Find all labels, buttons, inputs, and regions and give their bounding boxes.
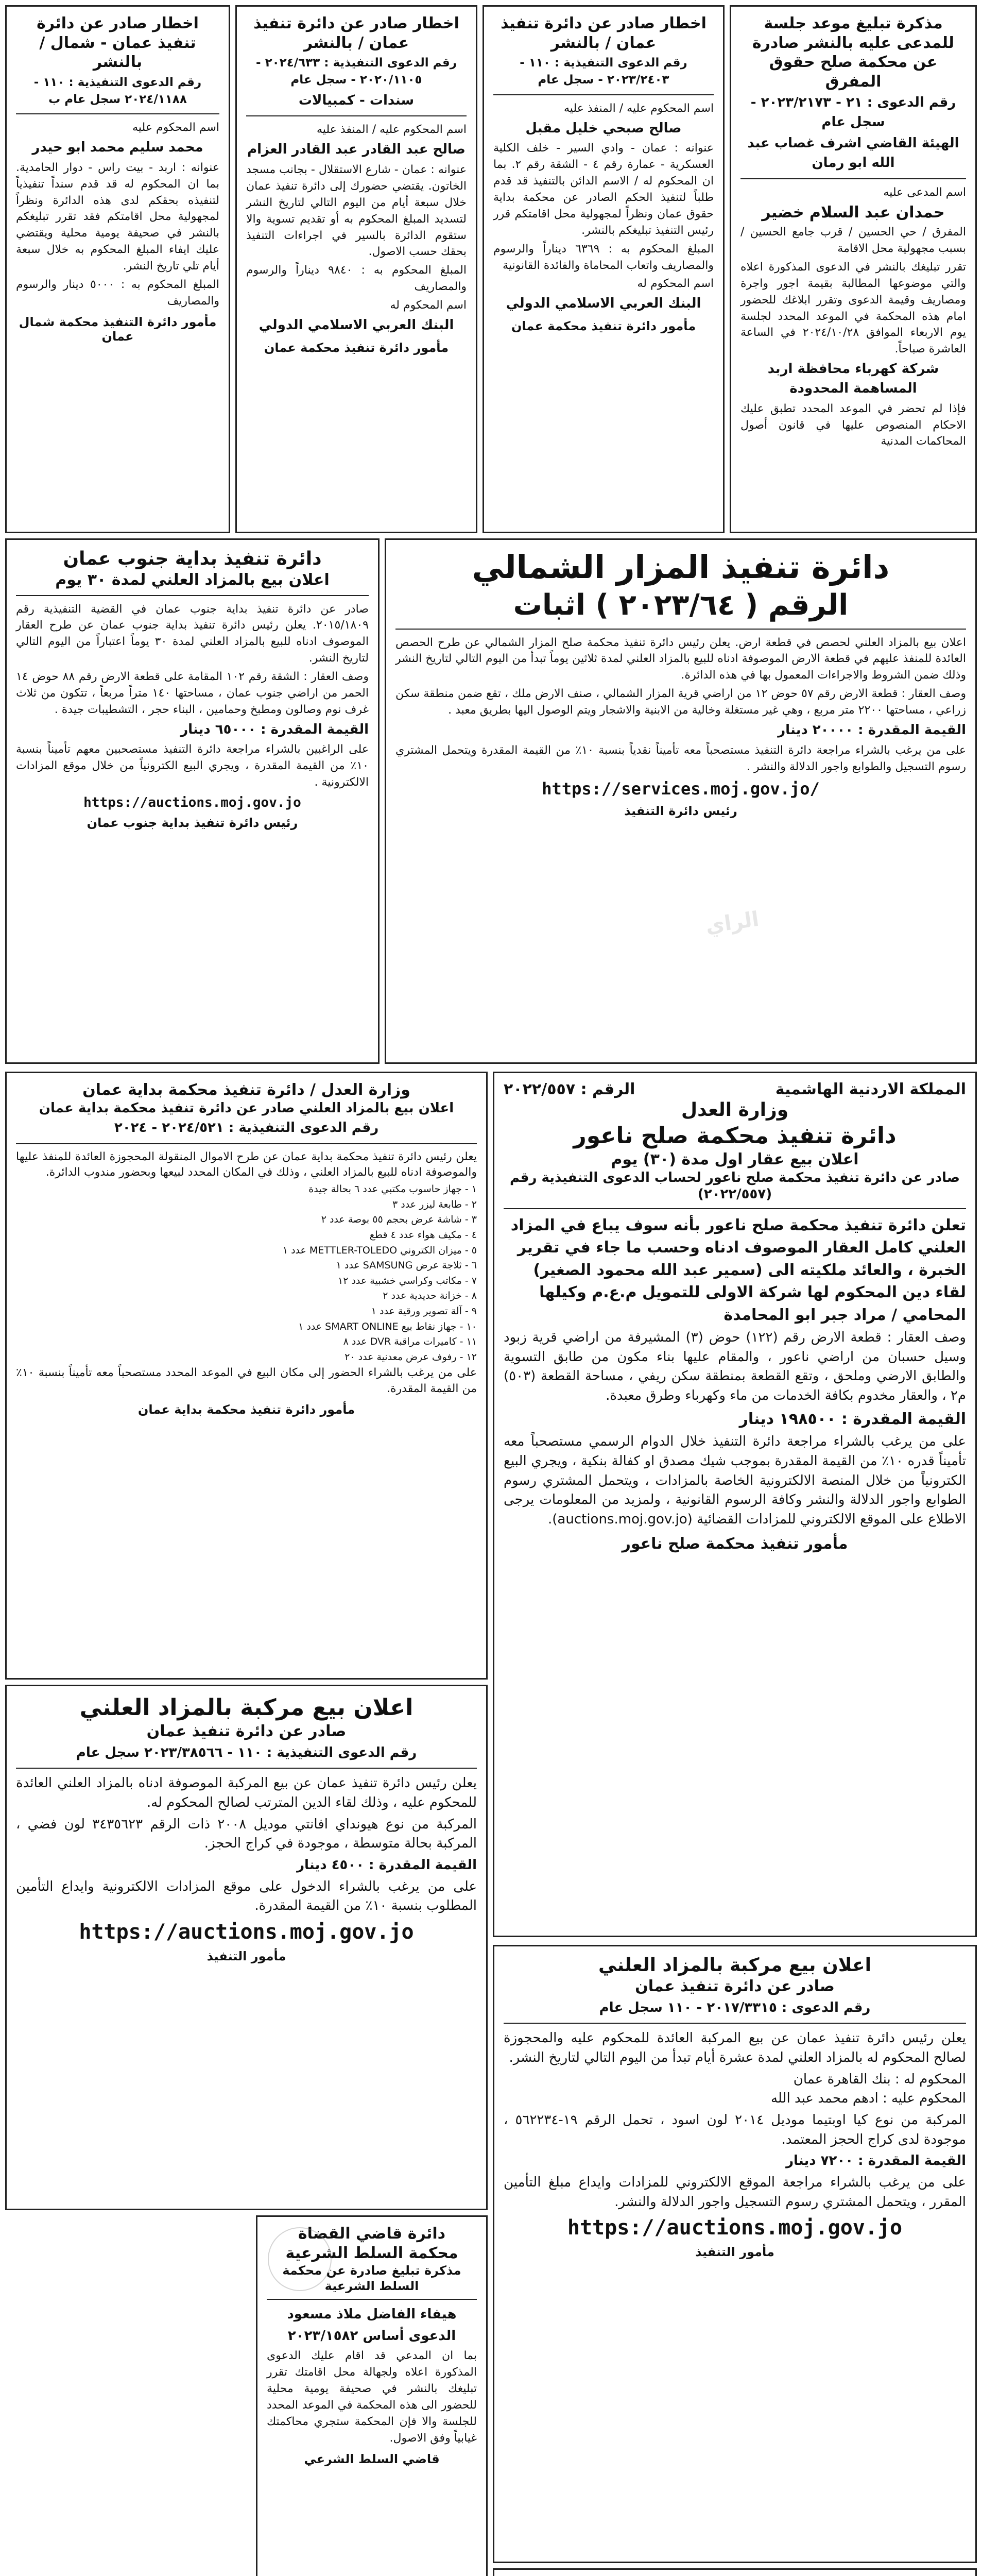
ministry-name: وزارة العدل (681, 1099, 789, 1121)
list-item: ٨ - خزانة حديدية عدد ٢ (383, 1290, 477, 1302)
notice-subtitle: صادر عن دائرة تنفيذ عمان (146, 1722, 347, 1740)
header-row (504, 1080, 966, 1098)
sale-terms: على من يرغب بالشراء الحضور إلى مكان البيع في الموعد المحدد مستصحباً معه تأميناً بنسبة ١٠٪ من القيمة المقدرة. (16, 1366, 477, 1396)
notice-amman-execution-1 (483, 5, 725, 533)
notice-vehicle-auction-1 (5, 1685, 488, 2210)
notice-footer: مأمور دائرة التنفيذ محكمة شمال عمان (19, 314, 217, 344)
notice-title: مذكرة تبليغ موعد جلسة للمدعى عليه بالنشر صادرة عن محكمة صلح حقوق المفرق (752, 14, 955, 91)
case-number: رقم الدعوى : ٢٠١٧/٣٣١٥ - ١١٠ سجل عام (599, 1999, 871, 2015)
country-name: المملكة الاردنية الهاشمية (775, 1080, 966, 1098)
divider (16, 113, 219, 114)
notice-footer: رئيس دائرة تنفيذ بداية جنوب عمان (87, 816, 298, 831)
list-item: ٦ - ثلاجة عرض SAMSUNG عدد ١ (336, 1260, 477, 1272)
sale-terms: على الراغبين بالشراء مراجعة دائرة التنفيذ مستصحبين معهم تأميناً بنسبة ١٠٪ من القيمة المقدرة ، ويجري البيع الكترونياً من خلال موقع المزادات الالكترونية . (16, 743, 369, 789)
notice-footer: رئيس دائرة التنفيذ (624, 804, 737, 819)
executed-label: اسم المحكوم عليه / المنفذ عليه (317, 123, 467, 137)
list-item: ١٠ - جهاز نقاط بيع SMART ONLINE عدد ١ (298, 1320, 477, 1332)
sale-terms: على من يرغب بالشراء مراجعة دائرة التنفيذ خلال الدوام الرسمي مستصحباً معه تأميناً قدره ١٠٪ من القيمة المقدرة بموجب شيك مصدق او كفالة بنكية ، ويجري البيع الكترونياً من خلال المنصة الالكترونية الخاصة بالمزادات ، ويتحمل المشتري رسوم الطوابع واجور الدلالة والنشر وكافة الرسوم القانونية ، ولمزيد من المعلومات يرجى الاطلاع على الموقع الالكتروني للمزادات القضائية (auctions.moj.gov.jo). (504, 1434, 966, 1527)
divider (16, 1768, 477, 1769)
vehicle-description: المركبة من نوع هيونداي افانتي موديل ٢٠٠٨ ذات الرقم ٣٤٣٥٦٢٣ لون فضي ، المركبة بحالة متوسطة ، موجودة في كراج الحجز. (16, 1816, 477, 1852)
estimated-price: القيمة المقدرة : ٦٥٠٠٠ دينار (180, 721, 369, 737)
services-url[interactable]: https://services.moj.gov.jo/ (542, 779, 820, 799)
creditor-label: اسم المحكوم له (390, 299, 467, 312)
notice-body: يعلن رئيس دائرة تنفيذ عمان عن بيع المركبة العائدة للمحكوم عليه والمحجوزة لصالح المحكوم له بالمزاد العلني لمدة عشرة أيام تبدأ من اليوم التالي لتاريخ النشر. (504, 2030, 966, 2065)
notice-mazar-execution (385, 538, 977, 1064)
auctions-url[interactable]: https://auctions.moj.gov.jo (567, 2216, 903, 2240)
plaintiff-name: شركة كهرباء محافظة اربد المساهمة المحدودة (767, 361, 939, 396)
notice-amman-first-instance (5, 1072, 488, 1680)
list-item: ٩ - آلة تصوير ورقية عدد ١ (371, 1306, 477, 1317)
case-type: سندات - كمبيالات (298, 92, 415, 108)
notice-lead: تعلن دائرة تنفيذ محكمة صلح ناعور بأنه سوف يباع في المزاد العلني كامل العقار الموصوف ادناه وحسب ما جاء في تقرير الخبرة ، والعائد ملكيته الى (سمير عبد الله محمود الصغير) لقاء دين المحكوم لها شركة الاولى للتمويل م.ع.م وكيلها المحامي / مراد جبر ابو المحامدة (510, 1216, 966, 1324)
addressee-name: هيفاء الفاضل ملاذ مسعود (287, 2307, 457, 2322)
notice-title: اعلان بيع مركبة بالمزاد العلني (598, 1955, 871, 1976)
defendant-address: المفرق / حي الحسين / قرب جامع الحسين / بسبب مجهولية محل الاقامة (740, 226, 966, 256)
notice-title: اخطار صادر عن دائرة تنفيذ عمان / بالنشر (501, 14, 707, 52)
list-item: ١ - جهاز حاسوب مكتبي عدد ٦ بحالة جيدة (308, 1183, 477, 1195)
list-item: ٥ - ميزان الكتروني METTLER-TOLEDO عدد ١ (282, 1244, 477, 1256)
sale-terms: على من يرغب بالشراء مراجعة دائرة التنفيذ مستصحباً معه تأميناً نقدياً بنسبة ١٠٪ من القيمة المقدرة ويتحمل المشتري رسوم التسجيل والطوابع واجور الدلالة والنشر . (395, 743, 966, 773)
list-item: ١١ - كاميرات مراقبة DVR عدد ٨ (343, 1336, 477, 1348)
sale-terms: على من يرغب بالشراء الدخول على موقع المزادات الالكترونية وايداع التأمين المطلوب بنسبة ١٠٪ من القيمة المقدرة. (16, 1878, 477, 1914)
list-item: ٧ - مكاتب وكراسي خشبية عدد ١٢ (338, 1275, 477, 1286)
notice-naour-execution (493, 1072, 977, 1937)
divider (504, 2023, 966, 2024)
creditor-label: اسم المحكوم له (637, 277, 714, 291)
notice-title: دائرة تنفيذ محكمة صلح ناعور (573, 1123, 897, 1149)
notice-title: وزارة العدل / دائرة تنفيذ محكمة بداية عمان (82, 1081, 410, 1099)
notice-title: دائرة تنفيذ المزار الشمالي (472, 548, 890, 586)
case-number: رقم الدعوى التنفيذية : ١١٠ - ٢٠٢٤/١١٨٨ سجل عام ب (33, 75, 202, 106)
notice-title: اخطار صادر عن دائرة تنفيذ عمان / بالنشر (253, 14, 459, 52)
notice-subtitle: صادر عن دائرة تنفيذ عمان (635, 1977, 835, 1995)
sale-terms: على من يرغب بالشراء مراجعة الموقع الالكتروني للمزادات وايداع مبلغ التأمين المقرر ، ويتحمل المشتري رسوم التسجيل واجور الدلالة والنشر. (504, 2175, 966, 2210)
auctions-url[interactable]: https://auctions.moj.gov.jo (83, 795, 301, 811)
notice-amman-execution-2 (235, 5, 477, 533)
list-item: ٤ - مكيف هواء عدد ٤ قطع (369, 1229, 477, 1241)
creditor-name: البنك العربي الاسلامي الدولي (259, 317, 454, 333)
notice-court-summons-mafraq (730, 5, 977, 533)
property-description: وصف العقار : الشقة رقم ١٠٢ المقامة على قطعة الارض رقم ٨٨ حوض ١٤ الحمر من اراضي جنوب عمان ، مساحتها ١٤٠ متراً مربعاً ، تتكون من ثلاث غرف نوم وصالون ومطبخ وحمامين ، البناء حجر ، التشطيبات جيدة . (16, 670, 369, 716)
notice-body: صادر عن دائرة تنفيذ بداية جنوب عمان في القضية التنفيذية رقم ٢٠١٥/١٨٠٩. يعلن رئيس دائرة تنفيذ بداية جنوب عمان عن طرح العقار الموصوف ادناه للبيع بالمزاد العلني لمدة ٣٠ يوماً اعتباراً من اليوم التالي لتاريخ النشر. (16, 602, 369, 665)
defendant-label: اسم المدعى عليه (883, 185, 966, 199)
parties: المحكوم له : بنك القاهرة عمان المحكوم عليه : ادهم محمد عبد الله (770, 2071, 966, 2107)
estimated-price: القيمة المقدرة : ٤٥٠٠ دينار (297, 1857, 477, 1873)
notice-north-amman-execution (5, 5, 230, 533)
notice-footer: مأمور دائرة تنفيذ محكمة بداية عمان (137, 1402, 355, 1417)
defendant-name: حمدان عبد السلام خضير (762, 203, 945, 222)
divider (246, 115, 467, 116)
case-number: رقم الدعوى التنفيذية : ١١٠ - ٢٠٢٣/٢٤٠٣ - سجل عام (520, 56, 687, 87)
executed-name: صالح صبحي خليل مقبل (525, 120, 682, 136)
notice-south-amman-execution (5, 538, 380, 1064)
judged-amount: المبلغ المحكوم به : ٥٠٠٠ دينار والرسوم والمصاريف (16, 278, 219, 308)
divider (395, 629, 966, 630)
notice-body: يعلن رئيس دائرة تنفيذ محكمة بداية عمان عن طرح الاموال المنقولة المحجوزة العائدة للمنفذ عليها والموصوفة ادناه للبيع بالمزاد العلني ، وذلك في المكان المحدد لبيعها وبحضور مندوب الدائرة. (16, 1150, 477, 1179)
divider (504, 1208, 966, 1209)
notice-title: اخطار صادر عن دائرة تنفيذ عمان - شمال / بالنشر (37, 14, 199, 71)
divider (16, 595, 369, 596)
property-description: وصف العقار : قطعة الارض رقم (١٢٢) حوض (٣) المشيرفة من اراضي قرية زبود وسيل حسبان من اراضي ناعور ، والمقام عليها بناء مكون من طابق التسوية والطابق الارضي وملحق ، وتقع القطعة بمنطقة سكن ريفي ، مساحة القطعة (٥٠٣) م٢ ، والعقار مخدوم بكافة الخدمات من ماء وكهرباء وطرق معبدة. (504, 1330, 966, 1404)
case-number: الدعوى أساس ٢٠٢٣/١٥٨٢ (287, 2328, 456, 2344)
case-number: رقم الدعوى التنفيذية : ١١٠ - ٢٠٢٣/٣٨٥٦٦ سجل عام (76, 1744, 417, 1760)
notice-title: دائرة تنفيذ بداية جنوب عمان (63, 548, 322, 569)
notice-subtitle: محكمة السلط الشرعية (285, 2244, 458, 2262)
notice-subtitle: اعلان بيع بالمزاد العلني لمدة ٣٠ يوم (55, 571, 330, 589)
creditor-name: البنك العربي الاسلامي الدولي (506, 296, 701, 312)
divider (267, 2299, 477, 2300)
estimated-price: القيمة المقدرة : ٢٠٠٠٠ دينار (778, 722, 966, 738)
estimated-price: القيمة المقدرة : ٧٢٠٠ دينار (786, 2153, 966, 2169)
property-description: وصف العقار : قطعة الارض رقم ٥٧ حوض ١٢ من اراضي قرية المزار الشمالي ، صنف الارض ملك ، تقع ضمن منطقة سكن زراعي ، مساحتها ٢٢٠٠ متر مربع ، وهي غير مستغلة وخالية من الابنية والاشجار ويتم الوصول اليها بطريق معبد . (395, 687, 966, 717)
notice-title: دائرة قاضي القضاة (298, 2225, 446, 2243)
list-item: ٣ - شاشة عرض بحجم ٥٥ بوصة عدد ٢ (321, 1214, 477, 1226)
executed-label: اسم المحكوم عليه (132, 121, 219, 134)
seal-logo (268, 2227, 332, 2291)
notice-footer: قاضي السلط الشرعي (304, 2451, 440, 2466)
notice-body: اعلان بيع بالمزاد العلني لحصص في قطعة ارض. يعلن رئيس دائرة تنفيذ محكمة صلح المزار الشمالي عن طرح الحصص العائدة للمنفذ عليهم في قطعة الارض الموصوفة ادناه للبيع بالمزاد العلني لمدة ثلاثين يوماً تبدأ من اليوم التالي لتاريخ النشر وذلك ضمن الشروط والاجراءات المعمول بها في هذه الدائرة. (395, 636, 966, 682)
notice-body: بما ان المدعي قد اقام عليك الدعوى المذكورة اعلاه ولجهالة محل اقامتك تقرر تبليغك بالنشر في صحيفة يومية محلية للحضور الى هذه المحكمة في الموعد المحدد للجلسة والا فإن المحكمة ستجري محاكمتك غيابياً وفق الاصول. (267, 2349, 477, 2445)
notice-subtitle-2: صادر عن دائرة تنفيذ محكمة صلح ناعور لحساب الدعوى التنفيذية رقم (٢٠٢٢/٥٥٧) (510, 1170, 960, 1202)
case-ref: الرقم : ٢٠٢٢/٥٥٧ (504, 1080, 635, 1098)
judged-amount: المبلغ المحكوم به : ٦٣٦٩ ديناراً والرسوم والمصاريف واتعاب المحاماة والفائدة القانونية (493, 242, 714, 272)
notice-footer: فإذا لم تحضر في الموعد المحدد تطبق عليك الاحكام المنصوص عليها في قانون أصول المحاكمات المدنية (740, 402, 966, 448)
court-panel: الهيئة القاضي اشرف غصاب عبد الله ابو رمان (747, 135, 959, 171)
watermark-alrai: الراي (704, 907, 761, 939)
vehicle-description: المركبة من نوع كيا اوبتيما موديل ٢٠١٤ لون اسود ، تحمل الرقم ١٩-٥٦٢٢٣٤ ، موجودة لدى كراج الحجز المعتمد. (504, 2112, 966, 2147)
notice-body: عنوانه : عمان - شارع الاستقلال - بجانب مسجد الخاتون. يقتضي حضورك إلى دائرة تنفيذ عمان خلال سبعة أيام من اليوم التالي لتاريخ النشر لتسديد المبلغ المحكوم به أو تقديم تسوية والا ستقوم الدائرة بالسير في اجراءات التنفيذ بحقك حسب الاصول. (246, 163, 467, 259)
auctions-url[interactable]: https://auctions.moj.gov.jo (79, 1920, 414, 1944)
notice-subtitle: اعلان بيع عقار اول مدة (٣٠) يوم (611, 1150, 859, 1168)
judged-amount: المبلغ المحكوم به : ٩٨٤٠ ديناراً والرسوم والمصاريف (246, 264, 467, 294)
notice-footer: مأمور التنفيذ (695, 2245, 774, 2260)
divider (740, 178, 966, 179)
notice-body: يعلن رئيس دائرة تنفيذ عمان عن بيع المركبة الموصوفة ادناه بالمزاد العلني العائدة للمحكوم عليه ، وذلك لقاء الدين المترتب لصالح المحكوم له. (16, 1775, 477, 1810)
notice-salt-sharia-court (256, 2215, 488, 2576)
notice-body: عنوانه : عمان - وادي السير - خلف الكلية العسكرية - عمارة رقم ٤ - الشقة رقم ٢. بما ان المحكوم له / الاسم الدائن بالتنفيذ قد قدم طلباً لتنفيذ الحكم الصادر عن محكمة بداية حقوق عمان ونظراً لمجهولية محل اقامتكم قرر رئيس التنفيذ تبليغكم بالنشر. (493, 142, 714, 237)
notice-body: تقرر تبليغك بالنشر في الدعوى المذكورة اعلاه والتي موضوعها المطالبة بقيمة اجور واجرة ومصاريف وقيمة الدعوى وتقرر ابلاغك للحضور امام هذه المحكمة في الموعد المحدد لجلسة يوم الاربعاء الموافق ٢٠٢٤/١٠/٢٨ في الساعة العاشرة صباحاً. (740, 260, 966, 356)
notice-subtitle: الرقم ( ٢٠٢٣/٦٤ ) اثبات (513, 588, 849, 622)
item-list (16, 1182, 477, 1364)
case-number: رقم الدعوى التنفيذية : ٢٠٢٤/٥٢١ - ٢٠٢٤ (114, 1120, 379, 1136)
divider (493, 94, 714, 95)
executed-label: اسم المحكوم عليه / المنفذ عليه (564, 101, 714, 115)
case-number: رقم الدعوى : ٢١ - ٢٠٢٣/٢١٧٣ - سجل عام (750, 95, 956, 130)
notice-footer: مأمور دائرة تنفيذ محكمة عمان (511, 318, 696, 333)
executed-name: محمد سليم محمد ابو حيدر (32, 140, 203, 156)
notice-subtitle-2: مذكرة تبليغ صادرة عن محكمة السلط الشرعية (282, 2263, 461, 2293)
estimated-price: القيمة المقدرة : ١٩٨٥٠٠ دينار (739, 1410, 966, 1428)
notice-title: اعلان بيع مركبة بالمزاد العلني (79, 1694, 414, 1721)
case-number: رقم الدعوى التنفيذية : ٢٠٢٤/٦٣٣ - ٢٠٢٠/١١٠٥ - سجل عام (256, 56, 457, 87)
divider (16, 1143, 477, 1144)
notice-footer: مأمور دائرة تنفيذ محكمة عمان (264, 340, 449, 355)
notice-subtitle: اعلان بيع بالمزاد العلني صادر عن دائرة تنفيذ محكمة بداية عمان (39, 1100, 454, 1116)
notice-partition-session (493, 2568, 977, 2576)
list-item: ٢ - طابعة ليزر عدد ٣ (392, 1198, 477, 1210)
list-item: ١٢ - رفوف عرض معدنية عدد ٢٠ (344, 1351, 477, 1363)
notice-footer: مأمور تنفيذ محكمة صلح ناعور (622, 1534, 848, 1553)
notice-footer: مأمور التنفيذ (206, 1949, 286, 1963)
executed-name: صالح عبد القادر عبد القادر العزام (247, 142, 466, 158)
notice-vehicle-auction-2 (493, 1945, 977, 2563)
notice-body: عنوانه : اربد - بيت راس - دوار الحامدية. بما ان المحكوم له قد قدم سنداً تنفيذياً لتنفيذه بحقكم لدى هذه الدائرة ونظراً لمجهولية محل اقامتكم فقد تقرر تبليغكم بالنشر في صحيفة يومية محلية ويقتضي عليك ايفاء المبلغ المحكوم به خلال سبعة أيام تلي تاريخ النشر. (16, 161, 219, 273)
